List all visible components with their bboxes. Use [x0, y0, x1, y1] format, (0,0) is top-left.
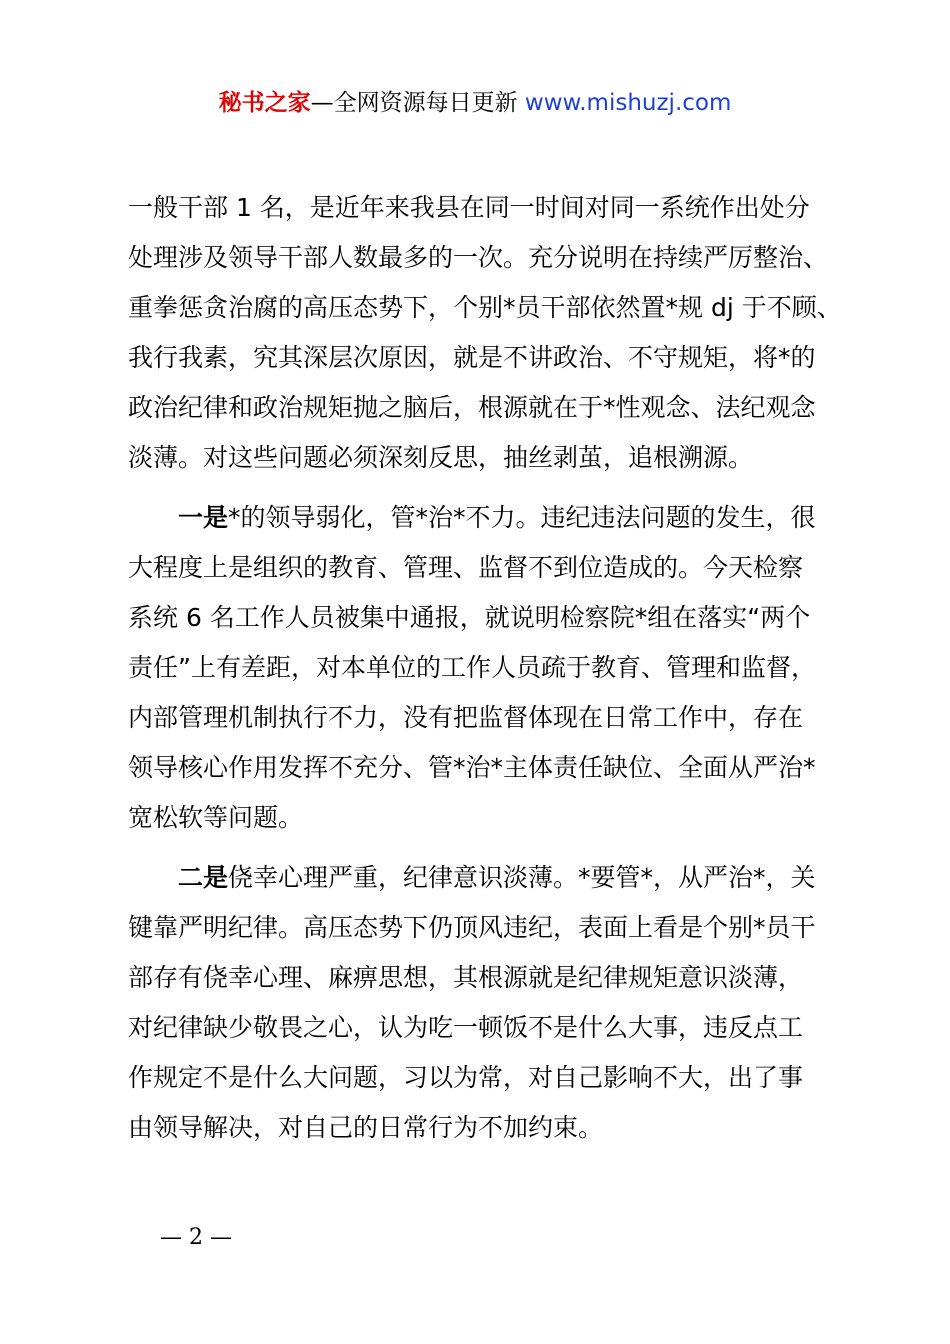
text-line: 部存有侥幸心理、麻痹思想，其根源就是纪律规矩意识淡薄，: [128, 963, 804, 992]
paragraph-3: [128, 853, 828, 1153]
text-line: [128, 493, 828, 543]
paragraph-2: [128, 493, 828, 843]
text-line: 宽松软等问题。: [128, 803, 304, 832]
text-line: 领导核心作用发挥不充分、管*治*主体责任缺位、全面从严治*: [128, 753, 816, 782]
text-line: 责任”上有差距，对本单位的工作人员疏于教育、管理和监督，: [128, 653, 816, 682]
header-brand: 秘书之家: [218, 90, 311, 116]
text-line: 淡薄。对这些问题必须深刻反思，抽丝剥茧，追根溯源。: [128, 443, 754, 472]
text-line: 大程度上是组织的教育、管理、监督不到位造成的。今天检察: [128, 553, 804, 582]
page-header: [0, 86, 950, 120]
text-line: [128, 853, 828, 903]
text-line: 我行我素，究其深层次原因，就是不讲政治、不守规矩，将*的: [128, 343, 816, 372]
text-line: 作规定不是什么大问题，习以为常，对自己影响不大，出了事: [128, 1063, 804, 1092]
document-body: [128, 183, 842, 1153]
text-span: *的领导弱化，管*治*不力。违纪违法问题的发生，很: [228, 503, 816, 532]
text-line: 对纪律缺少敬畏之心，认为吃一顿饭不是什么大事，违反点工: [128, 1013, 804, 1042]
text-line: 由领导解决，对自己的日常行为不加约束。: [128, 1113, 604, 1142]
paragraph-spacer: [128, 483, 828, 493]
paragraph-lead: 二是: [178, 863, 229, 892]
header-slogan: —全网资源每日更新: [310, 90, 518, 116]
paragraph-spacer: [128, 843, 828, 853]
text-line: 一般干部 1 名，是近年来我县在同一时间对同一系统作出处分: [128, 193, 810, 222]
text-line: 政治纪律和政治规矩抛之脑后，根源就在于*性观念、法纪观念: [128, 393, 816, 422]
text-line: 重拳惩贪治腐的高压态势下，个别*员干部依然置*规 dj 于不顾、: [128, 293, 842, 322]
text-line: 键靠严明纪律。高压态势下仍顶风违纪，表面上看是个别*员干: [128, 913, 816, 942]
paragraph-lead: 一是: [178, 503, 229, 532]
text-line: 处理涉及领导干部人数最多的一次。充分说明在持续严厉整治、: [128, 243, 829, 272]
text-line: 系统 6 名工作人员被集中通报，就说明检察院*组在落实“两个: [128, 603, 811, 632]
text-span: 侥幸心理严重，纪律意识淡薄。*要管*，从严治*，关: [228, 863, 816, 892]
page-number: — 2 —: [160, 1225, 232, 1250]
header-url-link[interactable]: www.mishuzj.com: [524, 90, 732, 116]
text-line: 内部管理机制执行不力，没有把监督体现在日常工作中，存在: [128, 703, 804, 732]
paragraph-1: [128, 183, 842, 483]
